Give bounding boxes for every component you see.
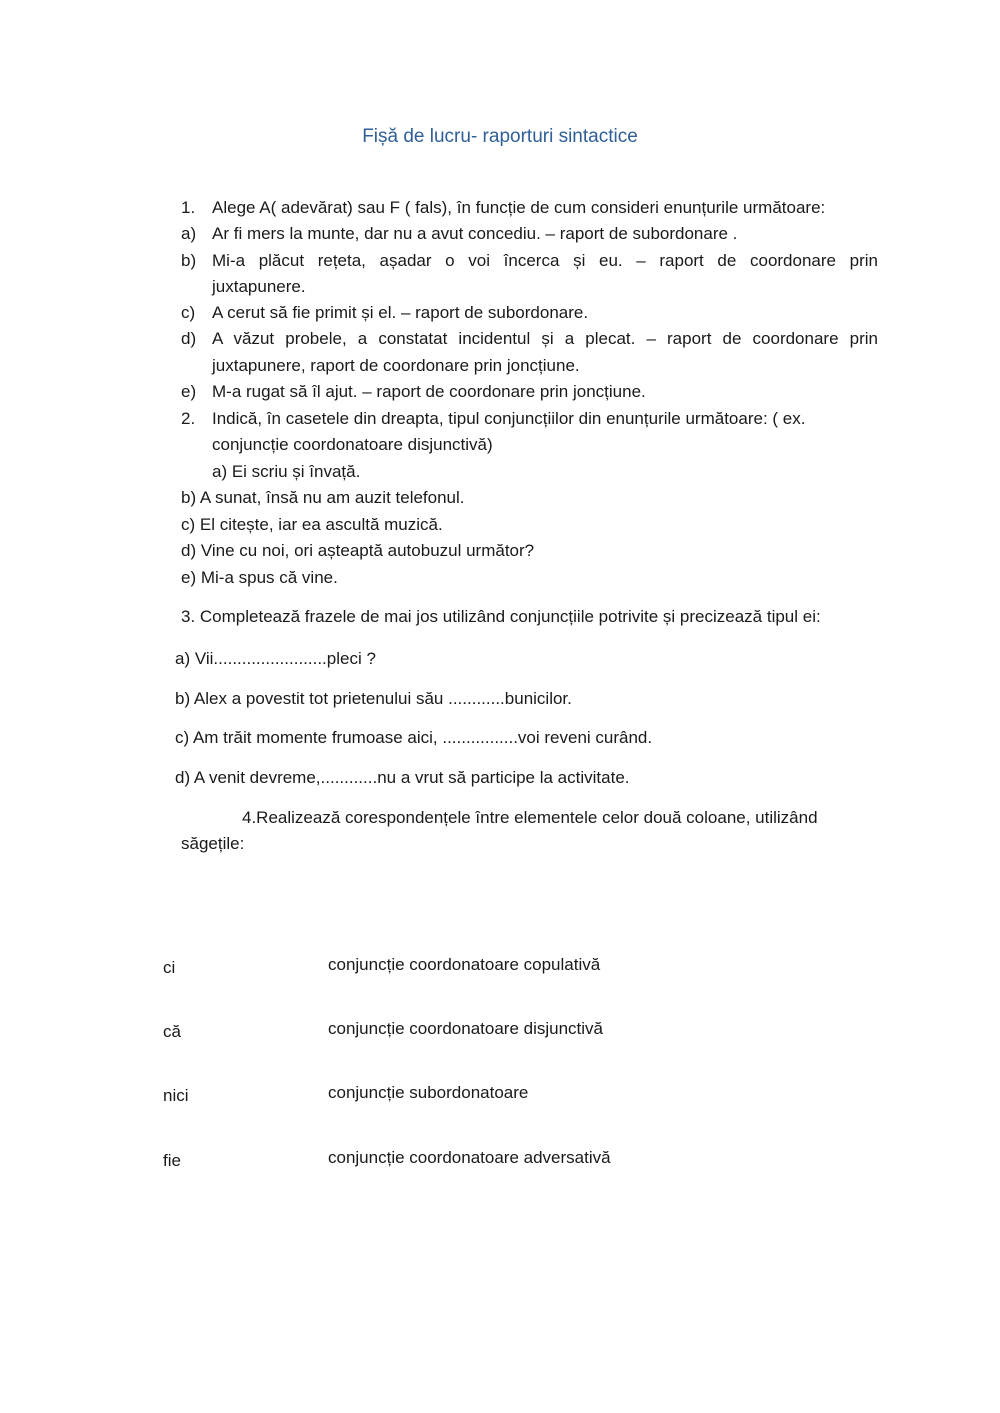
ex3-sentence: c) Am trăit momente frumoase aici, ................voi reveni curând. [175,728,653,747]
ex1-item-text: M-a rugat să îl ajut. – raport de coordonare prin joncțiune. [212,382,646,401]
ex4-right-item: conjuncție coordonatoare adversativă [328,1148,611,1167]
ex4-right-item: conjuncție coordonatoare copulativă [328,955,601,974]
ex1-item-label: c) [181,303,196,322]
ex2-sentence: d) Vine cu noi, ori așteaptă autobuzul următor? [181,541,535,560]
ex1-item-text-cont: juxtapunere. [212,277,306,296]
ex1-item-label: e) [181,382,197,401]
ex1-item-label: b) [181,251,197,270]
ex1-item-label: d) [181,329,197,348]
ex3-sentence: b) Alex a povestit tot prietenului său ............bunicilor. [175,689,572,708]
ex4-instruction: 4.Realizează corespondențele între elementele celor două coloane, utilizând [242,808,818,827]
ex1-item-text: A cerut să fie primit și el. – raport de subordonare. [212,303,589,322]
ex1-item-text: A văzut probele, a constatat incidentul și a plecat. – raport de coordonare prin [212,329,878,348]
ex4-left-item: nici [163,1086,189,1105]
ex2-sentence: b) A sunat, însă nu am auzit telefonul. [181,488,465,507]
ex2-sentence: c) El citește, iar ea ascultă muzică. [181,515,443,534]
ex4-right-item: conjuncție subordonatoare [328,1083,529,1102]
ex4-left-item: ci [163,958,176,977]
ex3-sentence: d) A venit devreme,............nu a vrut să participe la activitate. [175,768,630,787]
ex1-item-label: a) [181,224,197,243]
ex4-right-item: conjuncție coordonatoare disjunctivă [328,1019,604,1038]
page-title: Fișă de lucru- raporturi sintactice [362,126,638,147]
ex4-instruction-cont: săgețile: [181,834,245,853]
ex1-item-text: Ar fi mers la munte, dar nu a avut concediu. – raport de subordonare . [212,224,738,243]
ex3-instruction: 3. Completează frazele de mai jos utilizând conjuncțiile potrivite și precizează tipul ei: [181,607,821,626]
ex3-sentence: a) Vii........................pleci ? [175,649,376,668]
ex4-left-item: fie [163,1151,181,1170]
ex2-number: 2. [181,409,196,428]
ex2-instruction-cont: conjuncție coordonatoare disjunctivă) [212,435,493,454]
ex1-number: 1. [181,198,196,217]
ex1-item-text-cont: juxtapunere, raport de coordonare prin joncțiune. [212,356,580,375]
ex2-sentence: a) Ei scriu și învață. [212,462,361,481]
ex1-item-text: Mi-a plăcut rețeta, așadar o voi încerca și eu. – raport de coordonare prin [212,251,878,270]
ex2-sentence: e) Mi-a spus că vine. [181,568,338,587]
ex1-instruction: Alege A( adevărat) sau F ( fals), în funcție de cum consideri enunțurile următoare: [212,198,826,217]
ex2-instruction: Indică, în casetele din dreapta, tipul conjuncțiilor din enunțurile următoare: ( ex. [212,409,806,428]
ex4-left-item: că [163,1022,181,1041]
